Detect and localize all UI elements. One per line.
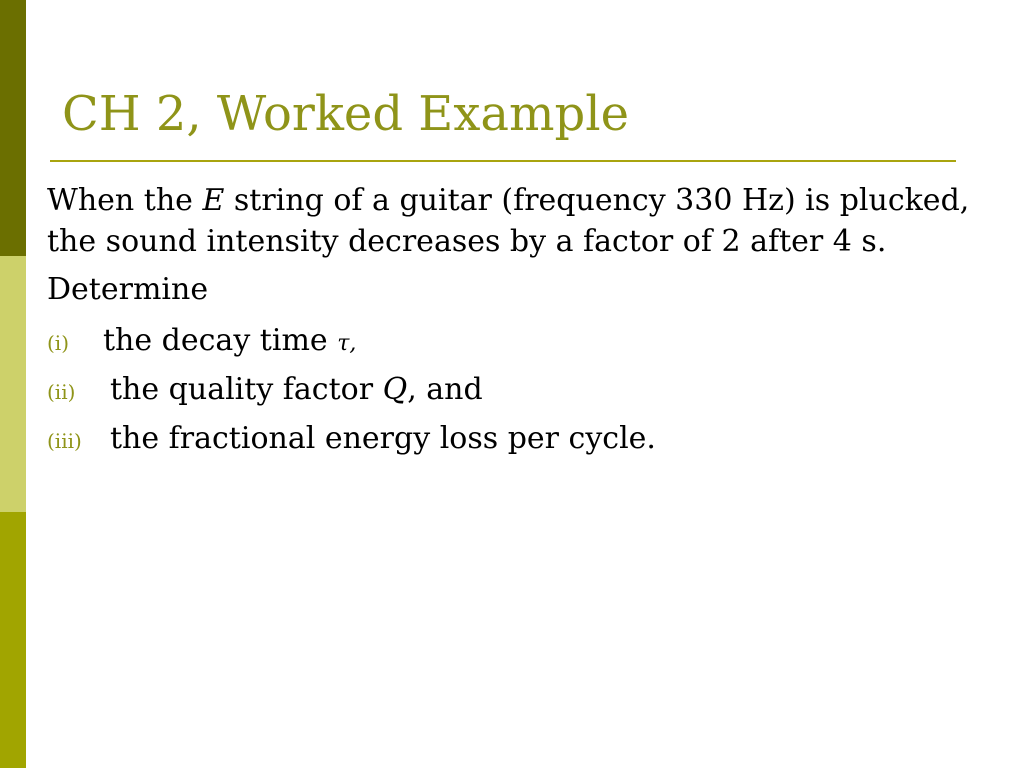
item-symbol: Q: [382, 372, 408, 407]
question-item: [47, 414, 977, 463]
problem-statement: [47, 180, 977, 262]
title-underline-rule: [50, 160, 956, 162]
determine-prompt: Determine: [47, 272, 209, 307]
item-text: the fractional energy loss per cycle.: [110, 421, 656, 456]
side-bar-bottom-segment: [0, 512, 26, 768]
item-text: the decay time: [103, 323, 338, 358]
item-marker: (iii): [47, 429, 82, 453]
side-bar-middle-segment: [0, 256, 26, 512]
question-list: [47, 316, 977, 463]
question-item: [47, 365, 977, 414]
side-accent-bar: [0, 0, 26, 768]
string-variable: E: [202, 183, 225, 218]
side-bar-top-segment: [0, 0, 26, 256]
statement-part-1: When the: [47, 183, 203, 218]
item-symbol: τ: [337, 331, 350, 356]
item-marker: (i): [47, 331, 70, 355]
item-marker: (ii): [47, 380, 76, 404]
slide-body: [47, 180, 977, 463]
item-text: the quality factor: [110, 372, 383, 407]
item-suffix: , and: [407, 372, 483, 407]
slide-title: CH 2, Worked Example: [62, 86, 630, 142]
question-item: [47, 316, 977, 365]
statement-part-2: string of a guitar (frequency 330 Hz) is plucked, the sound intensity decreases by a factor of 2 after 4 s.: [47, 183, 970, 259]
item-suffix: ,: [349, 331, 357, 356]
